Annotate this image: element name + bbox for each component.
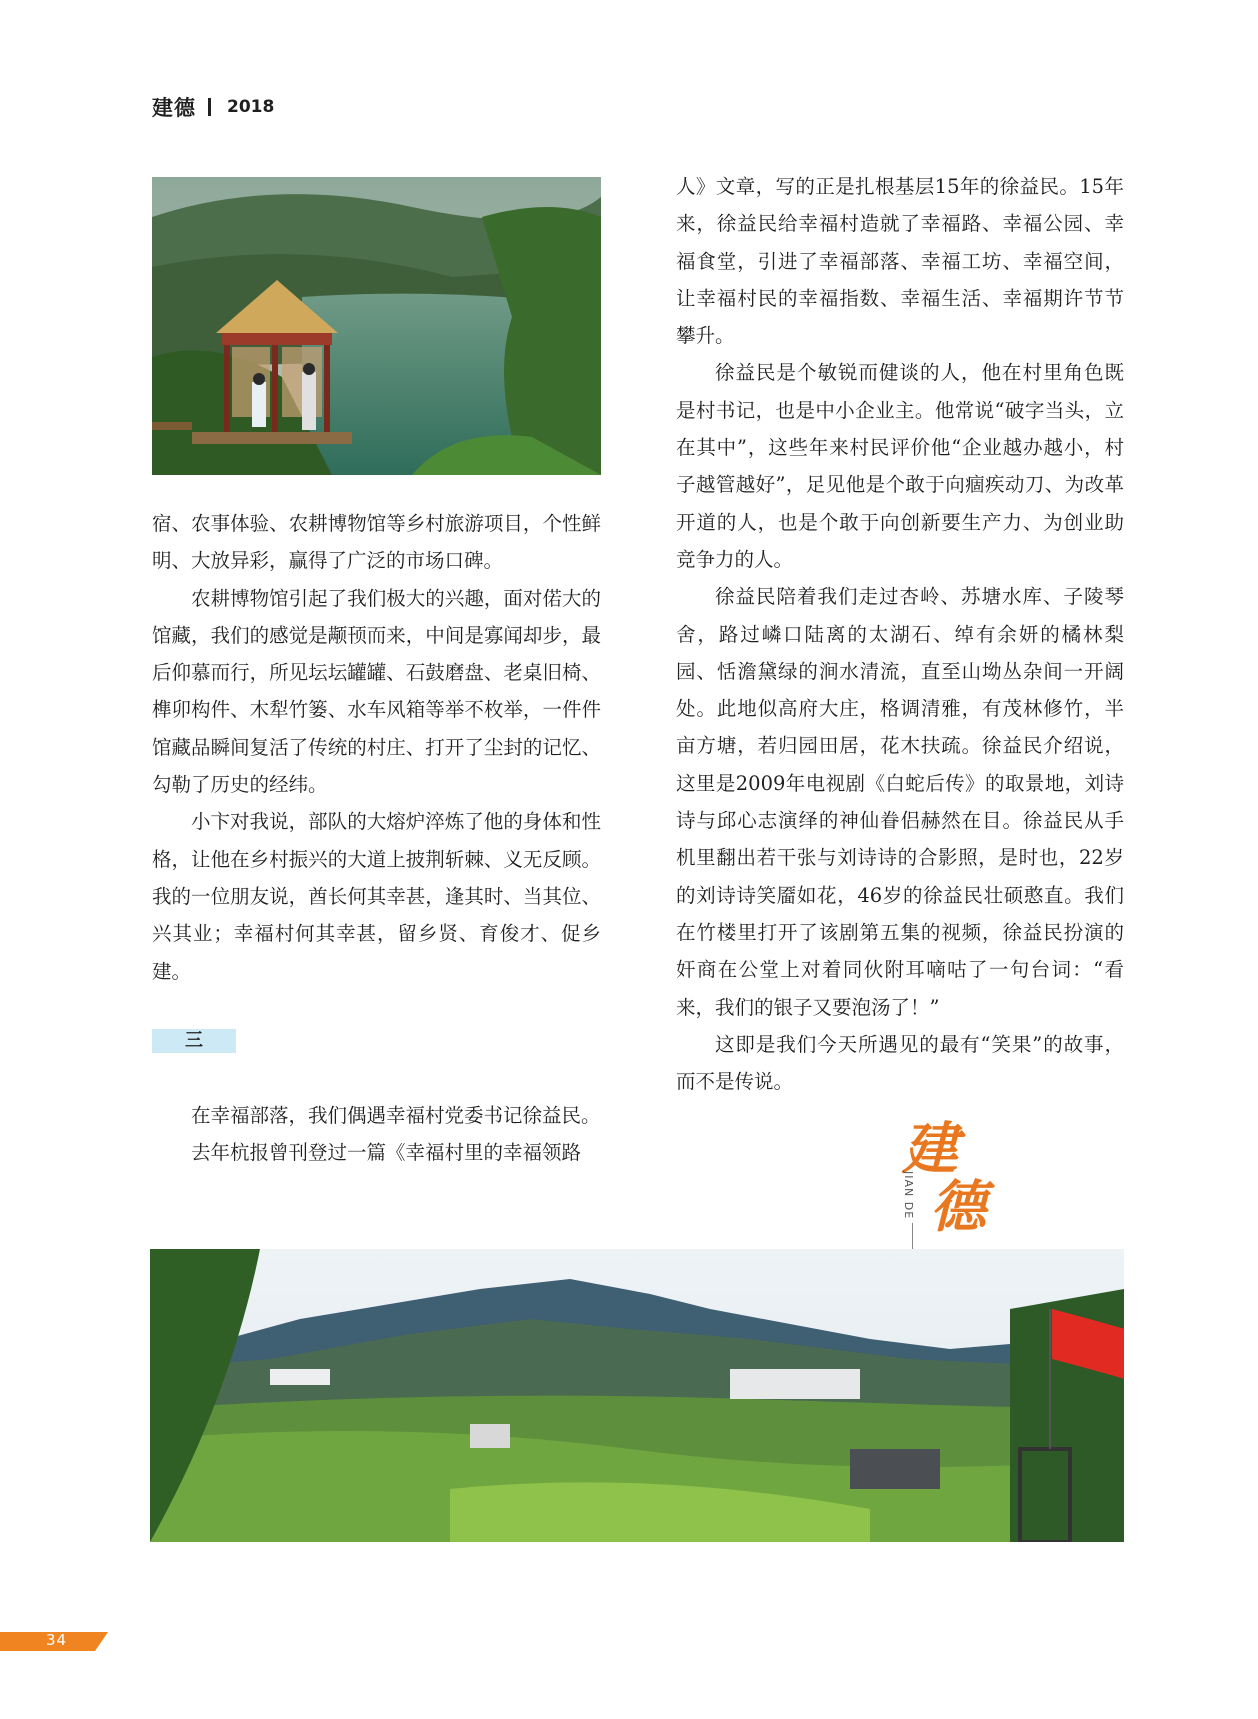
right-column-text [676, 168, 1124, 1100]
logo-char: 德 [930, 1174, 986, 1240]
paragraph: 小卞对我说，部队的大熔炉淬炼了他的身体和性格，让他在乡村振兴的大道上披荆斩棘、义无反顾。我的一位朋友说，酋长何其幸甚，逢其时、当其位、兴其业；幸福村何其幸甚，留乡贤、育俊才、促乡建。 [152, 810, 601, 983]
paragraph: 宿、农事体验、农耕博物馆等乡村旅游项目，个性鲜明、大放异彩，赢得了广泛的市场口碑。 [152, 512, 601, 573]
paragraph: 人》文章，写的正是扎根基层15年的徐益民。15年来，徐益民给幸福村造就了幸福路、幸福公园、幸福食堂，引进了幸福部落、幸福工坊、幸福空间，让幸福村民的幸福指数、幸福生活、幸福期许节节攀升。 [676, 175, 1124, 348]
logo-char: 建 [902, 1116, 958, 1182]
paragraph: 这即是我们今天所遇见的最有“笑果”的故事，而不是传说。 [676, 1032, 1124, 1094]
section-heading: 三 [152, 1029, 236, 1053]
paragraph: 农耕博物馆引起了我们极大的兴趣，面对偌大的馆藏，我们的感觉是颟顸而来，中间是寡闻却步，最后仰慕而行，所见坛坛罐罐、石鼓磨盘、老桌旧椅、榫卯构件、木犁竹篓、水车风箱等举不枚举，一件件馆藏品瞬间复活了传统的村庄、打开了尘封的记忆、勾勒了历史的经纬。 [152, 586, 601, 797]
issue-year: 2018 [227, 97, 275, 117]
paragraph: 去年杭报曾刊登过一篇《幸福村里的幸福领路 [191, 1141, 582, 1165]
jiande-logo [900, 1105, 1010, 1265]
paragraph: 徐益民陪着我们走过杏岭、苏塘水库、子陵琴舍，路过嶙口陆离的太湖石、绰有余妍的橘林梨园、恬澹黛绿的涧水清流，直至山坳丛杂间一开阔处。此地似高府大庄，格调清雅，有茂林修竹，半亩方塘，若归园田居，花木扶疏。徐益民介绍说，这里是2009年电视剧《白蛇后传》的取景地，刘诗诗与邱心志演绎的神仙眷侣赫然在目。徐益民从手机里翻出若干张与刘诗诗的合影照，是时也，22岁的刘诗诗笑靥如花，46岁的徐益民壮硕憨直。我们在竹楼里打开了该剧第五集的视频，徐益民扮演的奸商在公堂上对着同伙附耳嘀咕了一句台词：“看来，我们的银子又要泡汤了！” [676, 585, 1124, 1019]
magazine-title: 建德 [152, 96, 196, 120]
paragraph: 徐益民是个敏锐而健谈的人，他在村里角色既是村书记，也是中小企业主。他常说“破字当头，立在其中”，这些年来村民评价他“企业越办越小，村子越管越好”，足见他是个敢于向痼疾动刀、为改革开道的人，也是个敢于向创新要生产力、为创业助竞争力的人。 [676, 361, 1124, 571]
logo-pinyin: JIAN DE [902, 1171, 915, 1220]
pavilion-lake-photo [152, 177, 601, 475]
page-number: 34 [46, 1631, 68, 1649]
header-divider [208, 98, 211, 116]
paragraph: 在幸福部落，我们偶遇幸福村党委书记徐益民。 [191, 1104, 601, 1127]
left-column-text-continued [152, 1097, 601, 1172]
village-panorama-photo [150, 1249, 1124, 1542]
left-column-text [152, 505, 601, 990]
running-header [152, 92, 274, 122]
